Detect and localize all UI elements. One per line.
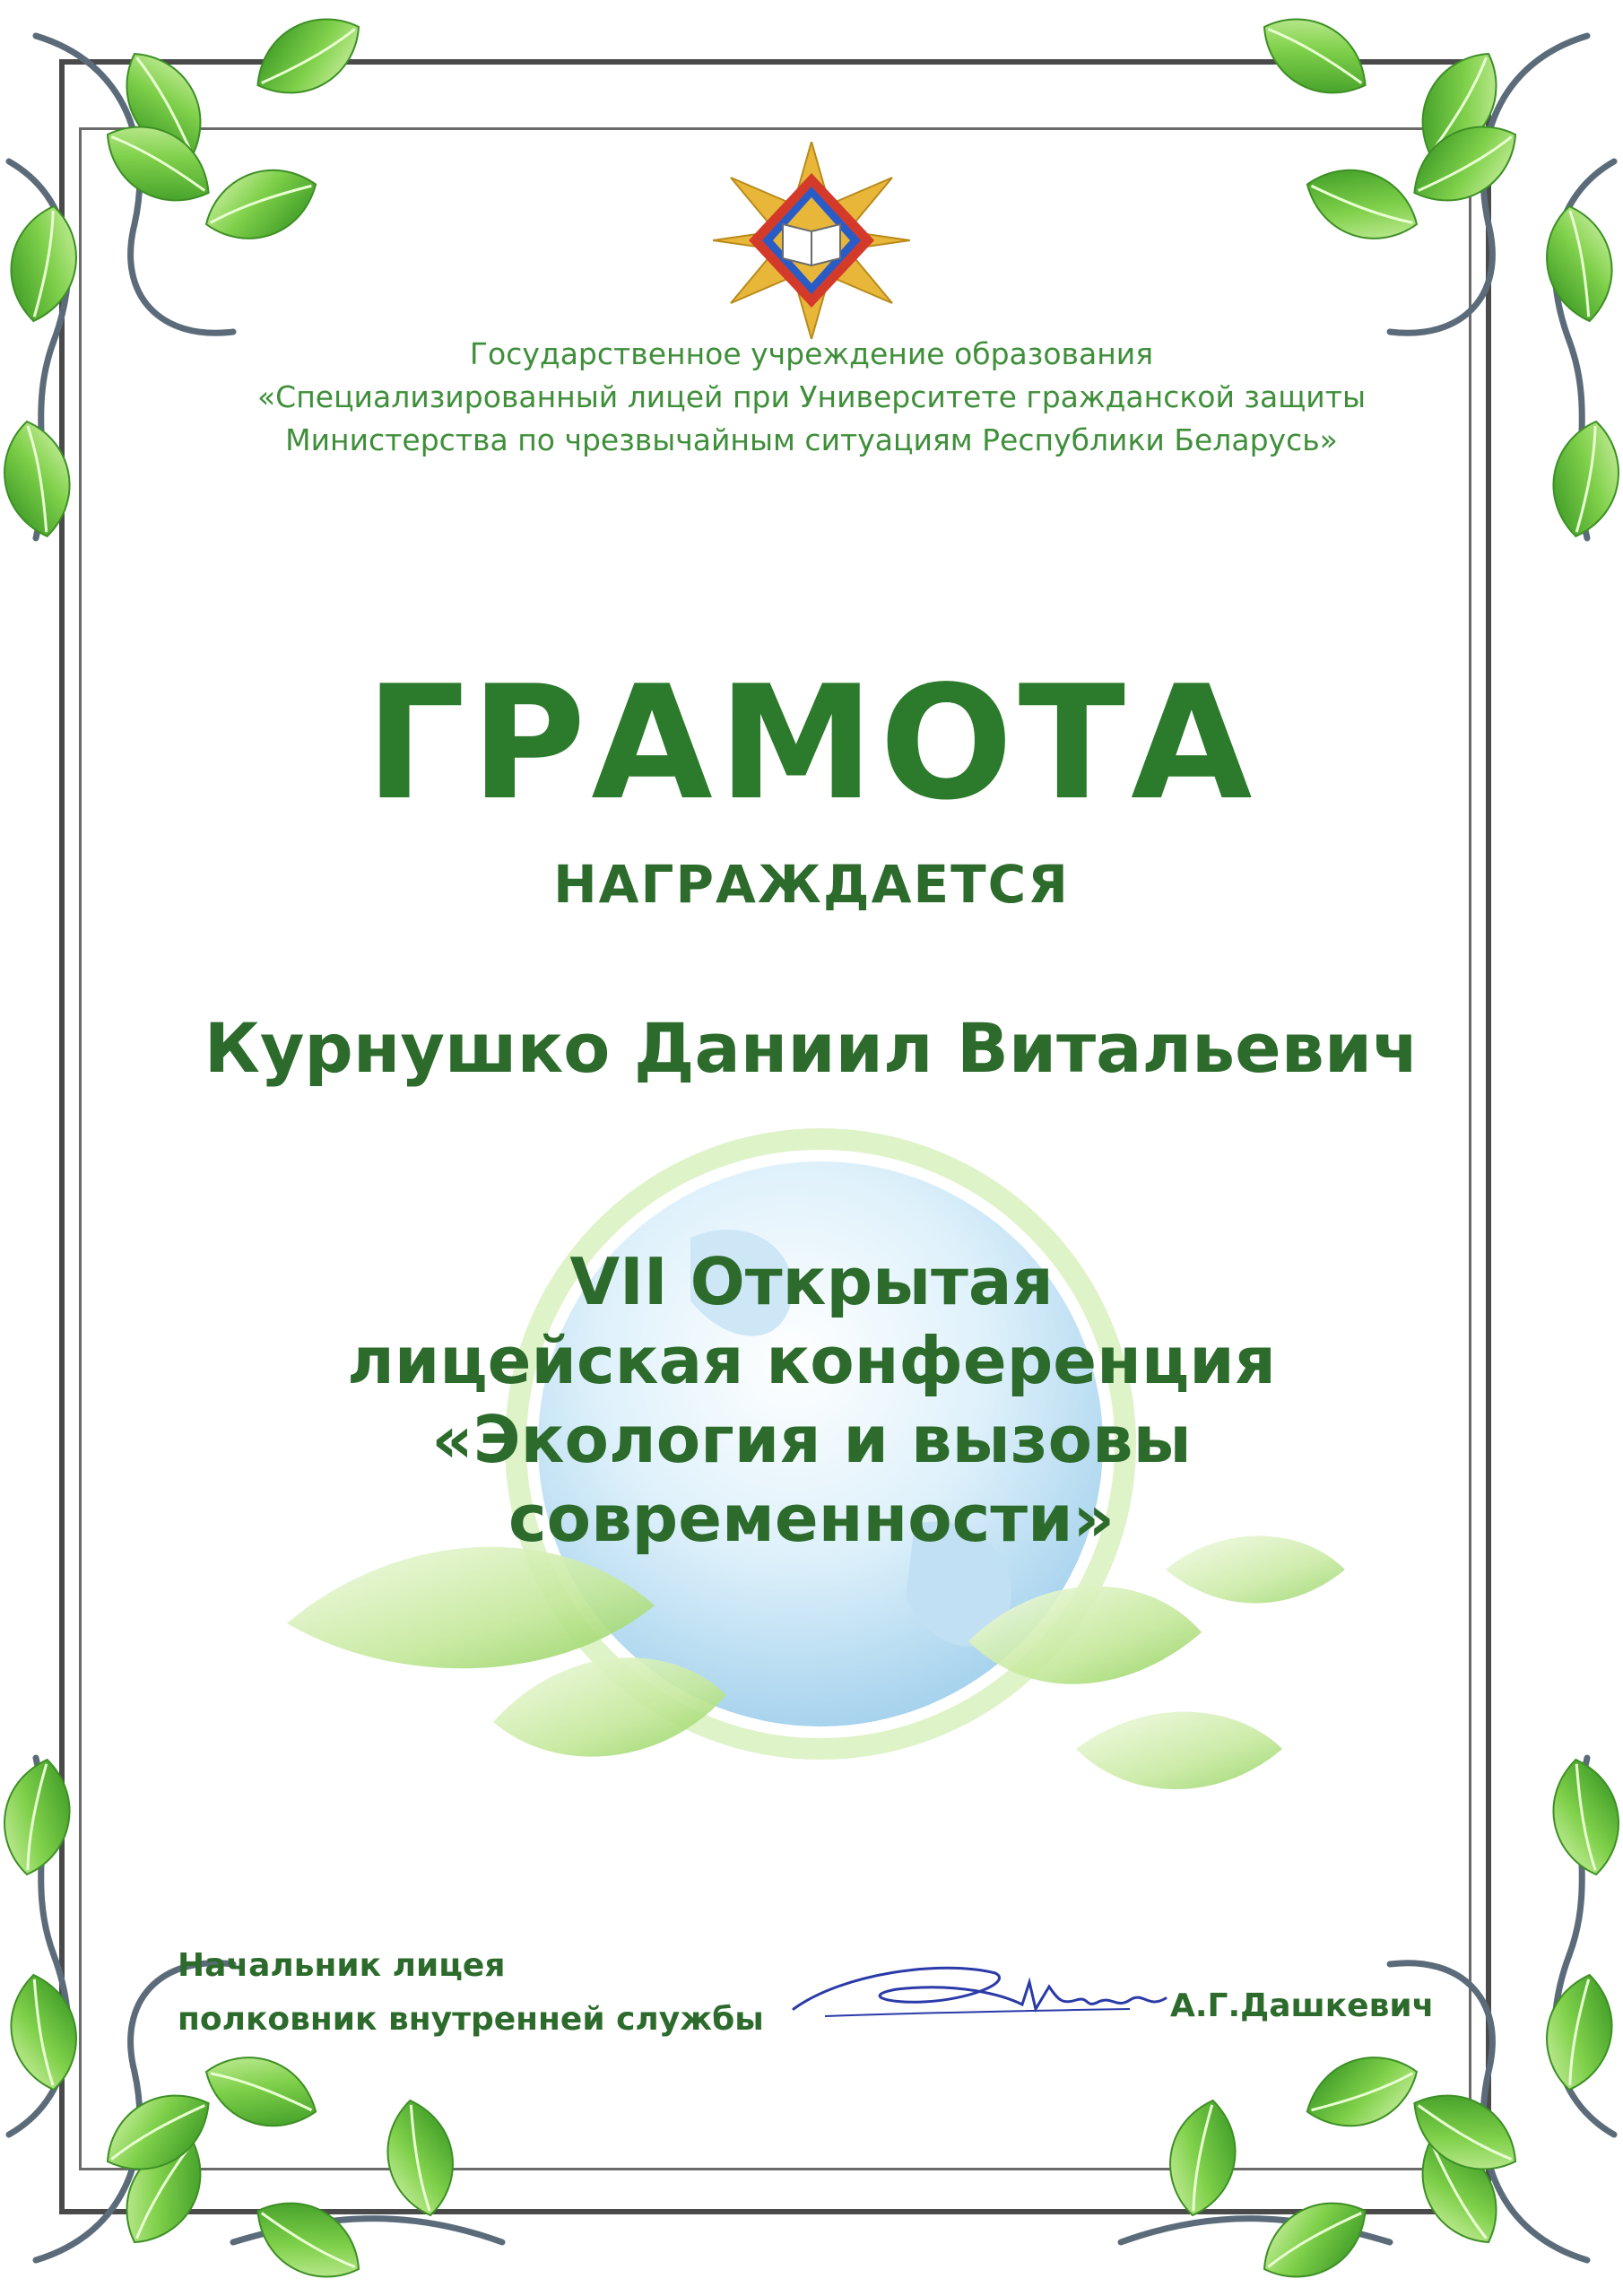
- certificate-title: ГРАМОТА: [365, 653, 1258, 835]
- institution-line-1: Государственное учреждение образования: [469, 336, 1154, 371]
- institution-line-3: Министерства по чрезвычайным ситуациям Республики Беларусь»: [285, 422, 1338, 457]
- signatory-position-line-1: Начальник лицея: [178, 1947, 506, 1984]
- conference-title: [0, 1242, 1623, 1558]
- conference-line-1: VII Открытая: [569, 1244, 1054, 1319]
- conference-line-4: современности»: [508, 1481, 1115, 1556]
- recipient-name: Курнушко Даниил Витальевич: [204, 1008, 1419, 1088]
- conference-line-2: лицейская конференция: [347, 1323, 1276, 1398]
- awarded-label: НАГРАЖДАЕТСЯ: [553, 854, 1070, 915]
- handwritten-signature: [789, 1946, 1184, 2045]
- signatory-position-line-2: полковник внутренней службы: [178, 2001, 764, 2038]
- signatory-position: [178, 1939, 764, 2047]
- conference-line-3: «Экология и вызовы: [431, 1402, 1192, 1477]
- signatory-name: А.Г.Дашкевич: [1170, 1987, 1435, 2024]
- institution-line-2: «Специализированный лицей при Университете гражданской защиты: [256, 379, 1367, 414]
- lyceum-emblem: [713, 142, 910, 339]
